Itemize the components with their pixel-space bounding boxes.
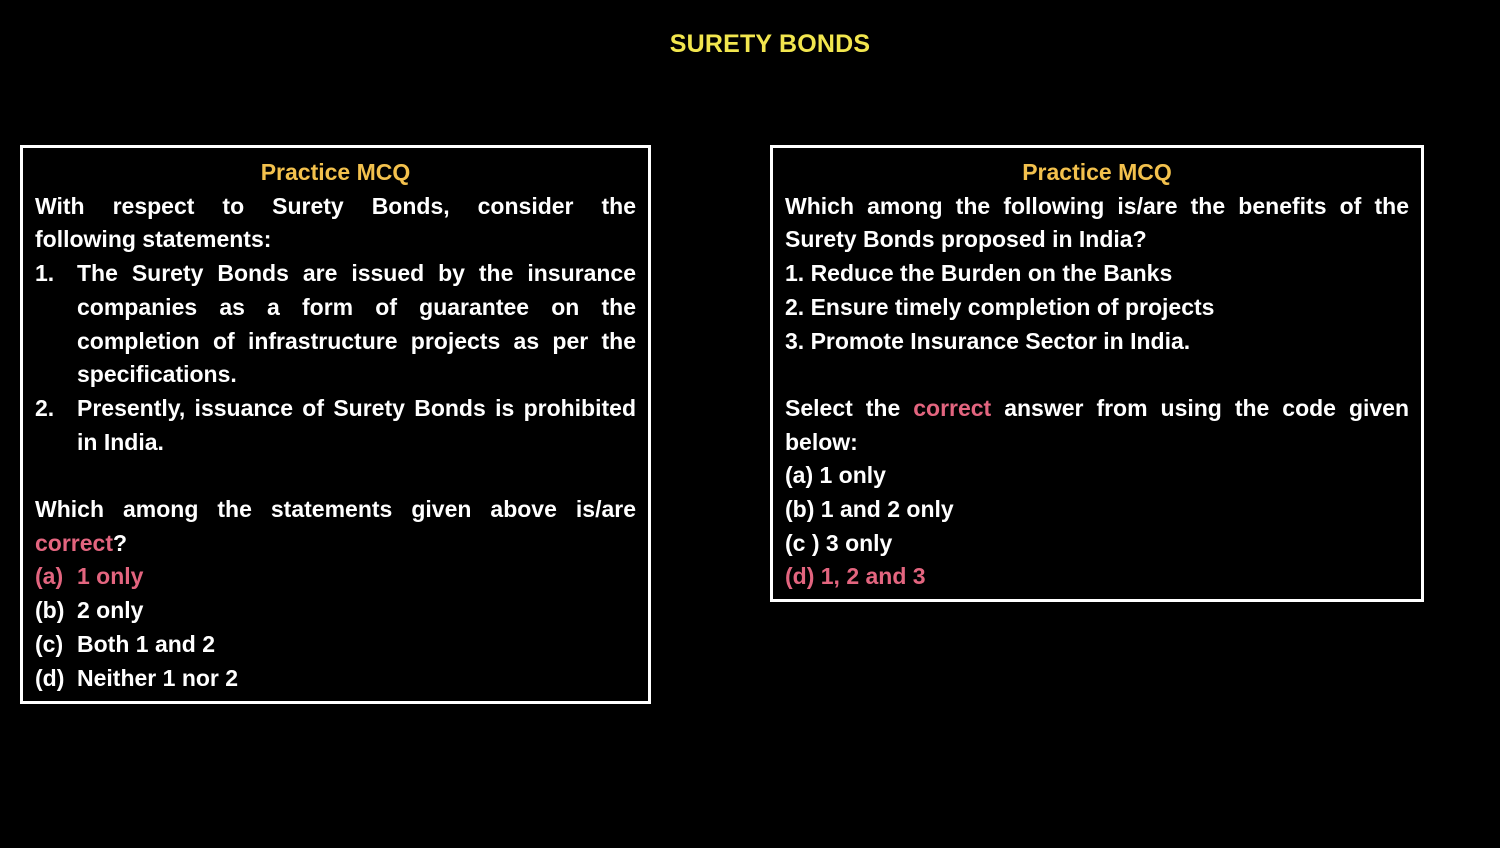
highlight-word: correct — [913, 394, 992, 421]
statement-number: 1. — [35, 260, 55, 287]
question-line: Surety Bonds proposed in India? — [785, 226, 1147, 253]
statement-2 — [35, 392, 636, 459]
option-c — [35, 628, 636, 662]
question-line-end — [35, 527, 636, 561]
option-label: (b) — [35, 597, 65, 624]
benefit-item: 2. Ensure timely completion of projects — [785, 293, 1215, 320]
statement-line: completion of infrastructure projects as per the — [77, 327, 636, 354]
statement-line: companies as a form of guarantee on the — [77, 293, 636, 320]
select-text: answer from using the code given — [1004, 394, 1410, 421]
mcq-card-left — [20, 145, 651, 704]
option-text: Both 1 and 2 — [77, 630, 216, 657]
option-label: (a) — [35, 563, 64, 590]
highlight-word: correct — [35, 529, 113, 556]
option-label: (d) — [35, 664, 65, 691]
intro-line: following statements: — [35, 226, 272, 253]
question-mark: ? — [112, 529, 128, 556]
intro-line: With respect to Surety Bonds, consider the — [35, 192, 636, 219]
statement-line: The Surety Bonds are issued by the insurance — [77, 260, 636, 287]
statement-1 — [35, 257, 636, 392]
statement-line: Presently, issuance of Surety Bonds is prohibited — [77, 394, 636, 421]
option-text: 2 only — [77, 597, 144, 624]
select-line — [785, 392, 1409, 426]
mcq-card-right — [770, 145, 1424, 602]
select-text: Select the — [785, 394, 901, 421]
benefit-item: 3. Promote Insurance Sector in India. — [785, 327, 1191, 354]
option-a — [35, 560, 636, 594]
statement-line: specifications. — [77, 361, 237, 388]
option-c: (c ) 3 only — [785, 529, 893, 556]
option-label: (c) — [35, 630, 64, 657]
benefit-item: 1. Reduce the Burden on the Banks — [785, 260, 1173, 287]
option-text: 1 only — [77, 563, 144, 590]
statement-number: 2. — [35, 394, 55, 421]
slide-title: SURETY BONDS — [669, 30, 871, 58]
option-b — [35, 594, 636, 628]
card-heading: Practice MCQ — [260, 159, 411, 185]
question-line: Which among the statements given above is/are — [35, 496, 636, 523]
question-line: Which among the following is/are the benefits of the — [785, 192, 1409, 219]
option-d — [35, 662, 636, 696]
select-line-end: below: — [785, 428, 858, 455]
option-text: Neither 1 nor 2 — [77, 664, 239, 691]
option-b: (b) 1 and 2 only — [785, 496, 954, 523]
option-d: (d) 1, 2 and 3 — [785, 563, 926, 590]
statement-line: in India. — [77, 428, 164, 455]
card-heading: Practice MCQ — [1022, 159, 1172, 185]
option-a: (a) 1 only — [785, 462, 886, 489]
